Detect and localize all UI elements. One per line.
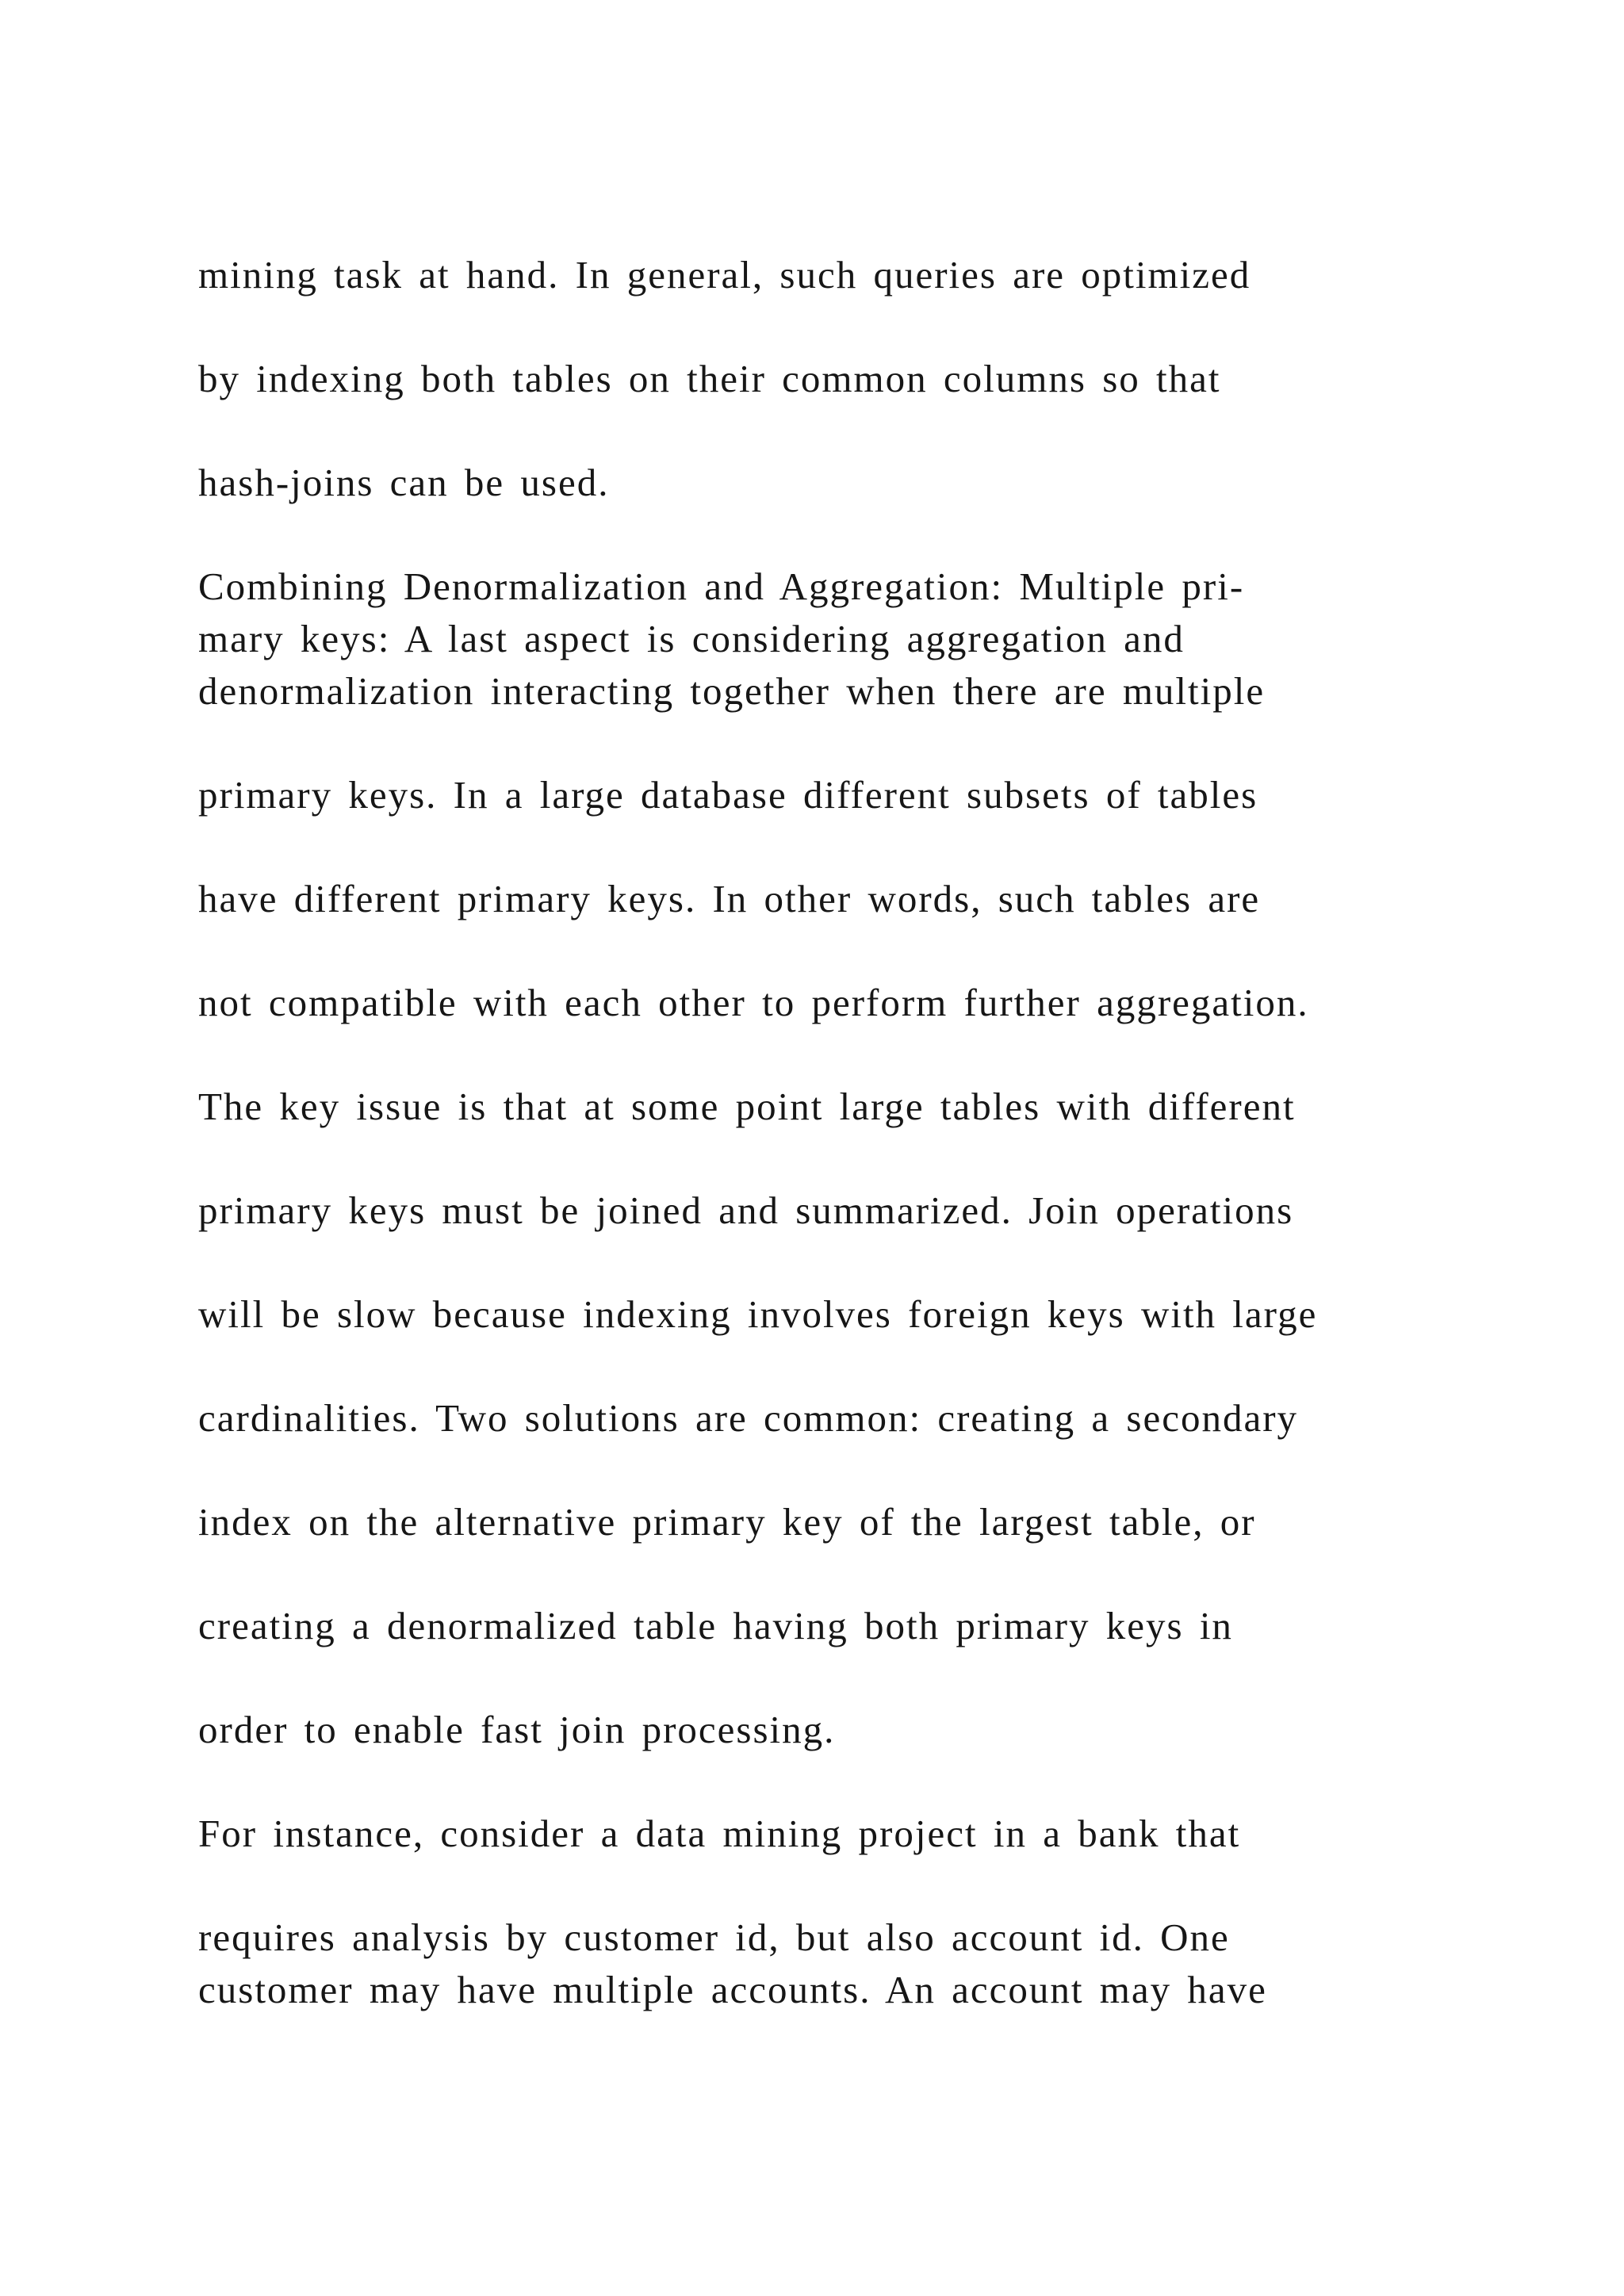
text-line: The key issue is that at some point large tables with different bbox=[198, 1085, 1296, 1128]
section-heading-line: Combining Denormalization and Aggregation: Multiple pri- bbox=[198, 564, 1245, 608]
text-line: customer may have multiple accounts. An account may have bbox=[198, 1968, 1267, 2011]
text-line: index on the alternative primary key of the largest table, or bbox=[198, 1500, 1256, 1544]
text-line: cardinalities. Two solutions are common: creating a secondary bbox=[198, 1396, 1299, 1440]
text-line: primary keys must be joined and summarized. Join operations bbox=[198, 1188, 1294, 1232]
text-line: order to enable fast join processing. bbox=[198, 1708, 836, 1751]
text-line: will be slow because indexing involves foreign keys with large bbox=[198, 1292, 1318, 1336]
text-line: creating a denormalized table having both primary keys in bbox=[198, 1604, 1233, 1647]
text-line: hash-joins can be used. bbox=[198, 461, 610, 504]
text-line: For instance, consider a data mining project in a bank that bbox=[198, 1812, 1241, 1855]
text-line: mary keys: A last aspect is considering aggregation and bbox=[198, 617, 1185, 660]
text-line: requires analysis by customer id, but also account id. One bbox=[198, 1915, 1230, 1959]
text-line: primary keys. In a large database different subsets of tables bbox=[198, 773, 1258, 817]
text-line: have different primary keys. In other words, such tables are bbox=[198, 877, 1261, 920]
text-line: denormalization interacting together when there are multiple bbox=[198, 669, 1266, 713]
text-line: mining task at hand. In general, such queries are optimized bbox=[198, 253, 1251, 297]
text-line: by indexing both tables on their common columns so that bbox=[198, 357, 1221, 400]
text-line: not compatible with each other to perform further aggregation. bbox=[198, 981, 1309, 1024]
